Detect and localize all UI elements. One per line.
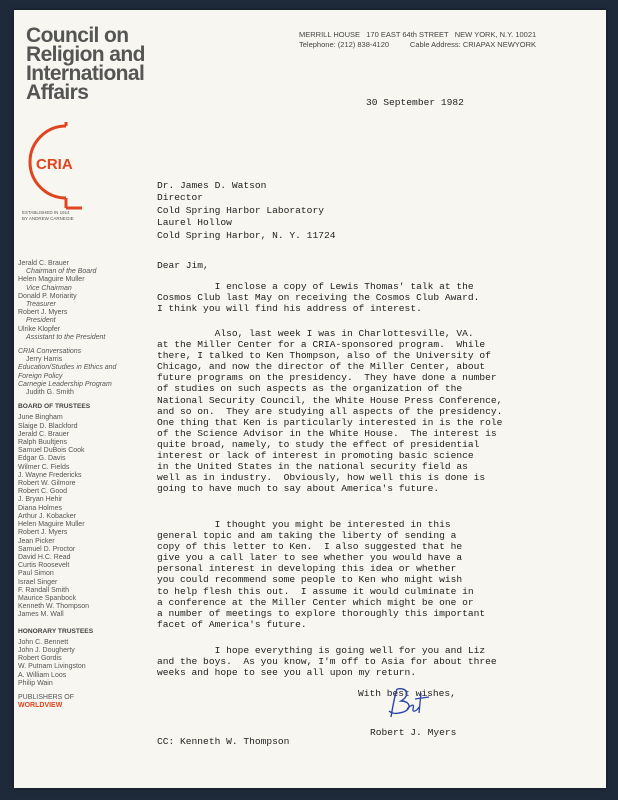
logo-text: CRIA — [36, 156, 73, 173]
paragraph-line: quite broad, namely, to study the effect of presidential — [157, 438, 480, 450]
paragraph-line: a number of meetings to explore thoroughly this important — [157, 607, 486, 619]
recipient-line: Director — [157, 192, 204, 204]
honorary-heading: HONORARY TRUSTEES — [18, 627, 94, 635]
paragraph-line: of the Science Advisor in the White House. The interest is — [157, 427, 497, 439]
trustee-name: Paul Simon — [18, 570, 54, 578]
publishers-label: PUBLISHERS OF — [18, 693, 75, 701]
address-line: MERRILL HOUSE 170 EAST 64th STREET NEW YORK, N.Y. 10021 — [299, 30, 537, 39]
honorary-list — [18, 639, 140, 688]
trustee-name: Diana Holmes — [18, 504, 62, 512]
trustee-name: J. Bryan Hehir — [18, 496, 63, 504]
recipient-line: Laurel Hollow — [157, 217, 232, 229]
organization-name — [26, 26, 145, 102]
paragraph-1 — [157, 281, 479, 314]
paragraph-line: National Security Council, the White House Press Conference, — [157, 394, 503, 406]
trustee-name: Robert J. Myers — [18, 529, 68, 537]
program-label: CRIA Conversations — [18, 348, 82, 356]
honorary-trustee-name: John J. Dougherty — [18, 646, 75, 654]
paragraph-line: there, I talked to Ken Thompson, also of the University of — [157, 350, 491, 362]
recipient-line: Dr. James D. Watson — [157, 180, 267, 191]
officer-name: Donald P. Moriarity — [18, 292, 77, 300]
salutation: Dear Jim, — [157, 260, 209, 271]
officer-title: Vice Chairman — [26, 284, 72, 292]
phone-line: Telephone: (212) 838-4120 Cable Address: CRIAPAX NEWYORK — [299, 40, 537, 49]
trustee-name: June Bingham — [18, 414, 63, 422]
letter-date: 30 September 1982 — [366, 97, 464, 108]
trustee-name: Robert W. Gilmore — [18, 480, 76, 488]
paragraph-line: a conference at the Miller Center which might be one or — [157, 596, 474, 608]
officer-title: President — [26, 317, 56, 325]
trustee-name: Wilmer C. Fields — [18, 463, 70, 471]
paragraph-line: of studies on such aspects as the organization of the — [157, 383, 463, 395]
trustee-name: Edgar G. Davis — [18, 455, 66, 463]
sidebar-roster — [18, 260, 140, 710]
carbon-copy: CC: Kenneth W. Thompson — [157, 736, 290, 747]
paragraph-2 — [157, 328, 502, 494]
trustee-name: James M. Wall — [18, 611, 64, 619]
paragraph-line: in the United States in the national security field as — [157, 461, 468, 473]
trustee-name: Curtis Roosevelt — [18, 562, 70, 570]
org-line: International — [26, 62, 145, 85]
program-label: Education/Studies in Ethics and Foreign Policy — [18, 364, 117, 380]
trustee-name: Helen Maguire Muller — [18, 521, 85, 529]
paragraph-4 — [157, 645, 497, 678]
officer-name: Jerald C. Brauer — [18, 260, 69, 267]
paragraph-line: I thought you might be interested in this — [157, 519, 451, 530]
established-line: ESTABLISHED IN 1914 — [22, 210, 70, 215]
paragraph-line: general topic and am taking the liberty of sending a — [157, 530, 457, 542]
recipient-address — [157, 180, 335, 242]
trustee-name: F. Randall Smith — [18, 586, 69, 594]
paragraph-line: I hope everything is going well for you and Liz — [157, 645, 486, 656]
trustee-name: Samuel DuBois Cook — [18, 447, 85, 455]
recipient-line: Cold Spring Harbor, N. Y. 11724 — [157, 229, 336, 241]
honorary-trustee-name: Robert Gordis — [18, 655, 62, 663]
paragraph-line: going to have much to say about America's future. — [157, 483, 440, 495]
honorary-trustee-name: Philip Wain — [18, 679, 53, 687]
paragraph-line: Also, last week I was in Charlottesville, VA. — [157, 328, 474, 339]
trustee-name: David H.C. Read — [18, 553, 71, 561]
honorary-trustee-name: W. Putnam Livingston — [18, 663, 86, 671]
closing: With best wishes, — [358, 688, 456, 699]
trustee-name: Slaige D. Blackford — [18, 422, 78, 430]
paragraph-line: interest or lack of interest in promoting basic science — [157, 450, 474, 462]
paragraph-line: copy of this letter to Ken. I also suggested that he — [157, 541, 463, 553]
paragraph-3 — [157, 519, 485, 630]
paragraph-line: and so on. They are studying all aspects of the presidency. — [157, 405, 503, 417]
trustee-name: Maurice Spanbock — [18, 594, 76, 602]
paragraph-line: future programs on the presidency. They have done a number — [157, 372, 497, 384]
trustee-name: Kenneth W. Thompson — [18, 603, 90, 611]
trustee-name: Ralph Buultjens — [18, 439, 68, 447]
paragraph-line: well as in industry. Obviously, how well this is done is — [157, 472, 486, 484]
paragraph-line: you could recommend some people to Ken who might wish — [157, 574, 463, 586]
handwritten-signature — [377, 683, 437, 723]
trustee-name: Jerald C. Brauer — [18, 430, 69, 438]
program-name: Jerry Harris — [26, 356, 63, 364]
paragraph-line: One thing that Ken is particularly interested in is the role — [157, 416, 503, 428]
paragraph-line: weeks and hope to see you all upon my return. — [157, 667, 417, 679]
officer-title: Treasurer — [26, 301, 56, 309]
trustee-name: Israel Singer — [18, 578, 58, 586]
program-name: Judith G. Smith — [26, 389, 74, 397]
established-note — [22, 210, 74, 221]
paragraph-line: Chicago, and now the director of the Miller Center, about — [157, 361, 486, 373]
recipient-line: Cold Spring Harbor Laboratory — [157, 204, 324, 216]
paragraph-line: I enclose a copy of Lewis Thomas' talk at the — [157, 281, 474, 292]
letterhead-address — [299, 30, 536, 50]
paragraph-line: I think you will find his address of interest. — [157, 303, 422, 315]
officer-name: Robert J. Myers — [18, 309, 68, 317]
trustees-heading: BOARD OF TRUSTEES — [18, 403, 91, 411]
program-label: Carnegie Leadership Program — [18, 380, 112, 388]
paragraph-line: personal interest in developing this idea or whether — [157, 563, 457, 575]
established-line: BY ANDREW CARNEGIE — [22, 215, 74, 221]
honorary-trustee-name: A. William Loos — [18, 671, 67, 679]
org-line: Religion and — [26, 43, 145, 66]
paragraph-line: and the boys. As you know, I'm off to Asia for about three — [157, 656, 497, 668]
publication-name: WORLDVIEW — [18, 702, 63, 710]
trustee-name: Samuel D. Proctor — [18, 545, 76, 553]
trustee-name: J. Wayne Fredericks — [18, 471, 82, 479]
paragraph-line: at the Miller Center for a CRIA-sponsored program. While — [157, 339, 486, 351]
officer-title: Assistant to the President — [26, 333, 106, 341]
officer-title: Chairman of the Board — [26, 268, 97, 276]
cria-logo — [22, 120, 92, 212]
paragraph-line: give you a call later to see whether you would have a — [157, 552, 463, 564]
honorary-trustee-name: John C. Bennett — [18, 638, 69, 646]
signature-name: Robert J. Myers — [370, 727, 457, 738]
trustee-name: Arthur J. Kobacker — [18, 512, 76, 520]
paragraph-line: Cosmos Club last May on receiving the Cosmos Club Award. — [157, 292, 480, 304]
officer-name: Helen Maguire Muller — [18, 276, 85, 284]
trustee-name: Robert C. Good — [18, 488, 68, 496]
trustees-list — [18, 414, 140, 619]
org-line: Council on — [26, 24, 129, 47]
trustee-name: Jean Picker — [18, 537, 55, 545]
paragraph-line: to help flesh this out. I assume it would culminate in — [157, 585, 474, 597]
officer-name: Ulrike Klopfer — [18, 325, 61, 333]
paragraph-line: facet of America's future. — [157, 618, 307, 630]
org-line: Affairs — [26, 81, 89, 104]
